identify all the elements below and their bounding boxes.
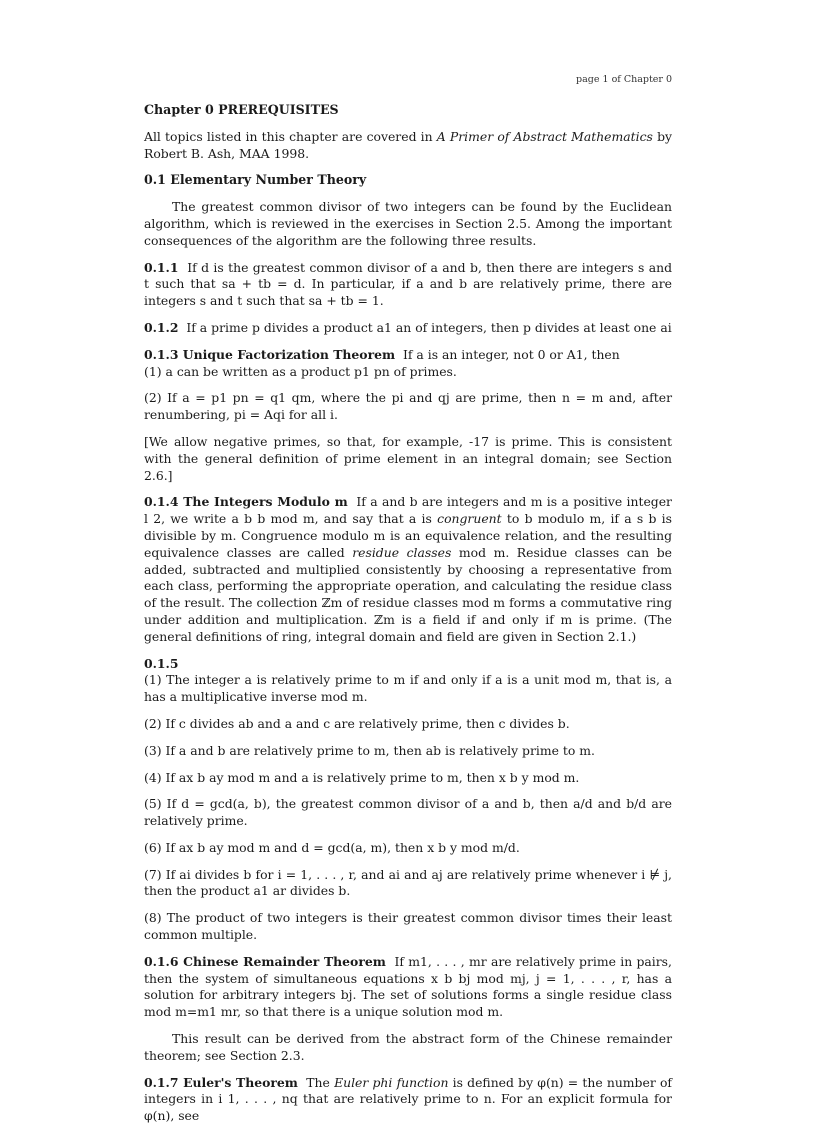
result-text: The: [306, 1074, 335, 1090]
chapter-title: Chapter 0 PREREQUISITES: [144, 102, 339, 117]
result-label: 0.1.1: [144, 259, 179, 275]
result-label: 0.1.6 Chinese Remainder Theorem: [144, 953, 386, 969]
result-text: If a prime p divides a product a1 an of integers, then p divides at least one ai: [186, 319, 672, 335]
result-text: If a and b are integers and m is a positive integer l 2, we write a b b mod m, and say that a is: [144, 494, 672, 527]
intro-suffix: by Robert B. Ash, MAA 1998.: [144, 128, 673, 161]
term-euler-phi: Euler phi function: [334, 1074, 449, 1090]
result-0-1-1: [144, 260, 672, 310]
result-text: If d is the greatest common divisor of a and b, then there are integers s and t such that sa + tb = d. In particular, if a and b are relatively prime, there are integers s and t such that sa + tb = 1.: [144, 259, 672, 309]
result-text: is defined by φ(n) = the number of integers in i 1, . . . , nq that are relatively prime to n. For an explicit formula for φ(n), see: [144, 1074, 672, 1124]
list-item: (1) The integer a is relatively prime to m if and only if a is a unit mod m, that is, a has a multiplicative inverse mod m.: [144, 672, 672, 705]
chapter-intro: [144, 129, 672, 163]
paragraph-euclid: The greatest common divisor of two integers can be found by the Euclidean algorithm, which is reviewed in the exercises in Section 2.5. Among the important consequences of the algorithm are the following three results.: [144, 199, 672, 248]
result-0-1-7: [144, 1075, 672, 1125]
result-label: 0.1.4 The Integers Modulo m: [144, 494, 348, 510]
list-item: (1) a can be written as a product p1 pn of primes.: [144, 363, 457, 379]
list-item: (6) If ax b ay mod m and d = gcd(a, m), then x b y mod m/d.: [144, 839, 520, 855]
result-0-1-4: [144, 494, 672, 645]
result-label: 0.1.2: [144, 319, 179, 335]
list-item: (2) If c divides ab and a and c are relatively prime, then c divides b.: [144, 715, 570, 731]
result-intro: [144, 347, 672, 364]
page-content: [144, 102, 672, 1135]
list-item: (2) If a = p1 pn = q1 qm, where the pi and qj are prime, then n = m and, after renumbering, pi = Aqi for all i.: [144, 390, 672, 423]
result-text: If m1, . . . , mr are relatively prime in pairs, then the system of simultaneous equations x b bj mod mj, j = 1, . . . , r, has a solution for arbitrary integers bj. The set of solutions forms a single residue class mod m=m1 mr, so that there is a unique solution mod m.: [144, 953, 672, 1020]
negative-primes-note: [We allow negative primes, so that, for example, -17 is prime. This is consistent with the general definition of prime element in an integral domain; see Section 2.6.]: [144, 433, 672, 483]
book-title: A Primer of Abstract Mathematics: [436, 128, 653, 144]
term-congruent: congruent: [437, 511, 502, 527]
result-0-1-3: [144, 347, 672, 424]
result-text: to b modulo m, if a s b is divisible by m. Congruence modulo m is an equivalence relation, and the resulting equivalence classes are called: [144, 511, 672, 560]
result-text: If a is an integer, not 0 or A1, then: [402, 346, 620, 362]
list-item: (7) If ai divides b for i = 1, . . . , r, and ai and aj are relatively prime whenever i ⊭ j, then the product a1 ar divides b.: [144, 866, 672, 899]
list-item: (4) If ax b ay mod m and a is relatively prime to m, then x b y mod m.: [144, 769, 580, 785]
result-0-1-5: [144, 656, 672, 944]
result-label: 0.1.7 Euler's Theorem: [144, 1074, 298, 1090]
term-residue-classes: residue classes: [352, 544, 452, 560]
section-title: 0.1 Elementary Number Theory: [144, 172, 367, 188]
result-heading: [144, 656, 672, 673]
running-head: page 1 of Chapter 0: [576, 74, 672, 85]
list-item: (8) The product of two integers is their greatest common divisor times their least common multiple.: [144, 910, 672, 943]
result-text: mod m. Residue classes can be added, subtracted and multiplied consistently by choosing a representative from each class, performing the appropriate operation, and calculating the residue class of the result. The collection ℤm of residue classes mod m forms a commutative ring under addition and multiplication. ℤm is a field if and only if m is prime. (The general definitions of ring, integral domain and field are given in Section 2.1.): [144, 544, 672, 644]
result-0-1-2: [144, 320, 672, 337]
result-0-1-6: [144, 954, 672, 1021]
list-item: (5) If d = gcd(a, b), the greatest common divisor of a and b, then a/d and b/d are relatively prime.: [144, 796, 672, 829]
list-item: (3) If a and b are relatively prime to m, then ab is relatively prime to m.: [144, 742, 595, 758]
paragraph-crt-note: This result can be derived from the abstract form of the Chinese remainder theorem; see Section 2.3.: [144, 1031, 672, 1063]
result-label: 0.1.5: [144, 655, 179, 671]
intro-prefix: All topics listed in this chapter are covered in: [144, 128, 437, 144]
result-label: 0.1.3 Unique Factorization Theorem: [144, 346, 396, 362]
